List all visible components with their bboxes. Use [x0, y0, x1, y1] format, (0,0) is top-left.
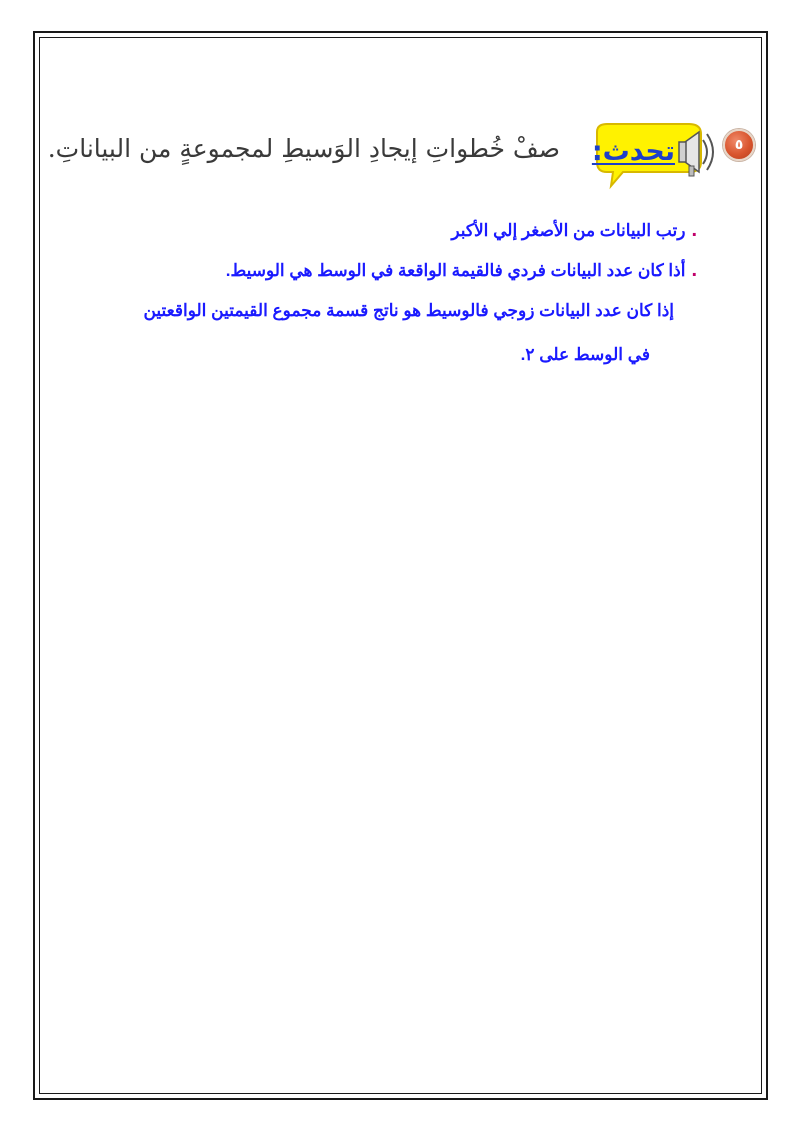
question-number-badge: ٥: [723, 129, 755, 161]
speak-badge: [577, 118, 717, 192]
question-text: صفْ خُطواتِ إيجادِ الوَسيطِ لمجموعةٍ من البياناتِ.: [47, 134, 560, 163]
question-header: [47, 118, 755, 198]
answer-line-2: [226, 259, 697, 282]
speak-label: تحدث:: [591, 136, 675, 167]
answer-line-4: في الوسط على ٢.: [520, 345, 650, 364]
answer-line-1: [451, 219, 697, 242]
bullet-marker: .: [691, 219, 697, 241]
answer-line-3: إذا كان عدد البيانات زوجي فالوسيط هو ناتج قسمة مجموع القيمتين الواقعتين: [143, 301, 674, 320]
answer-line-2-text: أذا كان عدد البيانات فردي فالقيمة الواقعة في الوسط هي الوسيط.: [225, 261, 686, 280]
answer-line-1-text: رتب البيانات من الأصغر إلي الأكبر: [451, 221, 686, 240]
bullet-marker: .: [691, 259, 697, 281]
